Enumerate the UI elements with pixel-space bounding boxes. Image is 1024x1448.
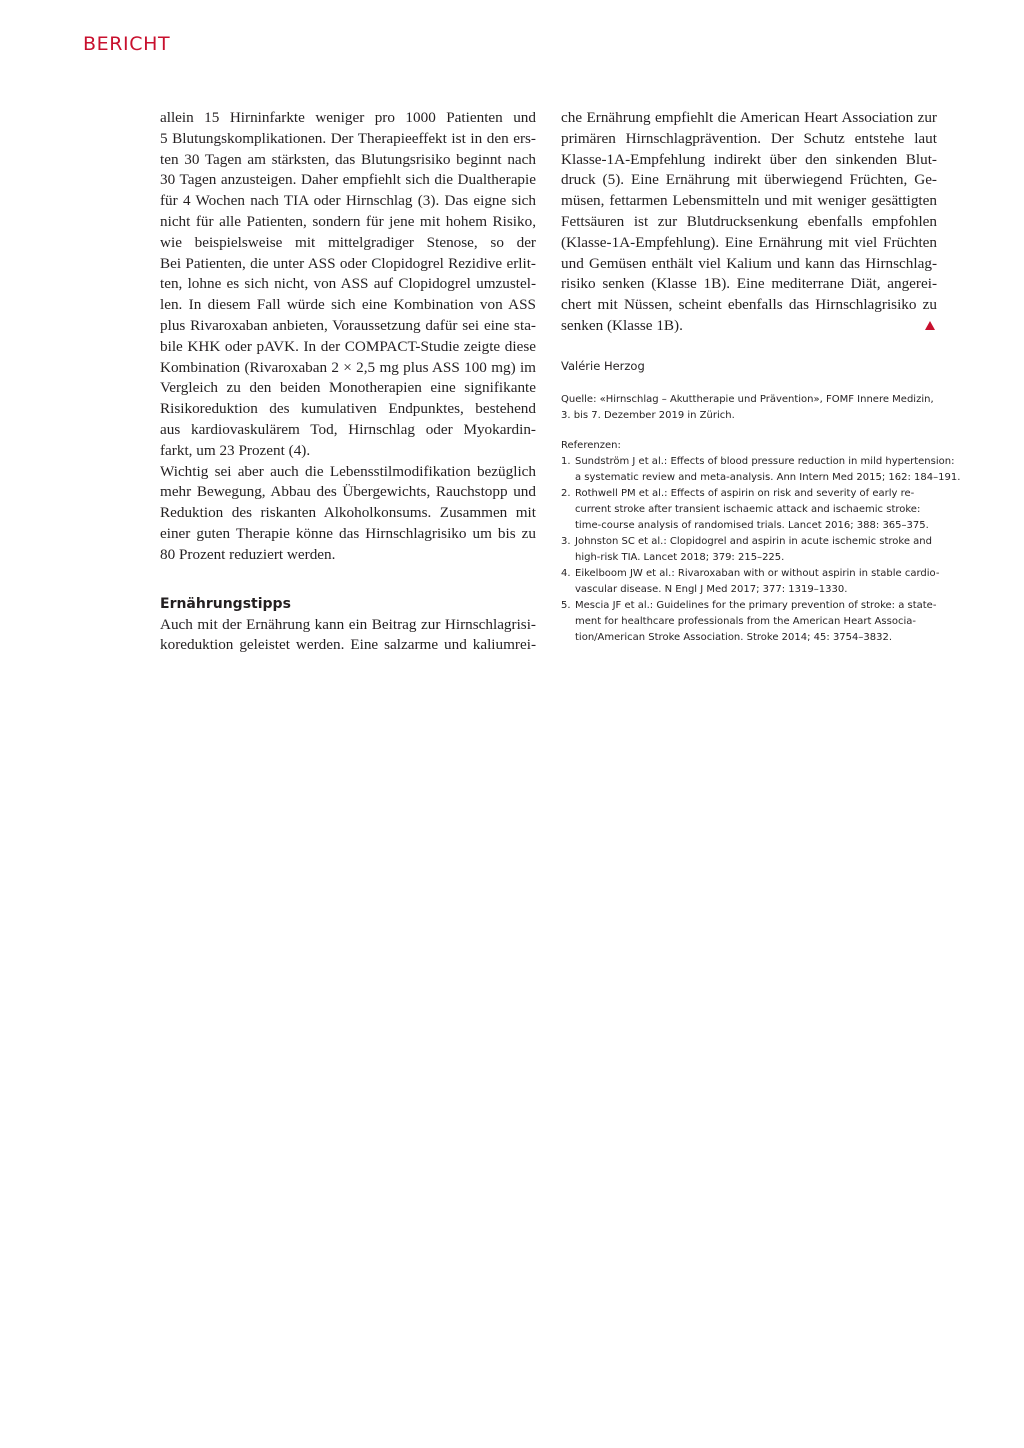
text-line: wie beispielsweise mit mittelgradiger Stenose, so der — [160, 233, 536, 251]
reference-line: Mescia JF et al.: Guidelines for the primary prevention of stroke: a state- — [575, 599, 937, 611]
text-line: bile KHK oder pAVK. In der COMPACT-Studie zeigte diese — [160, 337, 536, 355]
text-line: 80 Prozent reduziert werden. — [160, 545, 336, 563]
reference-line: vascular disease. N Engl J Med 2017; 377: 1319–1330. — [575, 583, 848, 595]
text-line: ten, lohne es sich nicht, von ASS auf Clopidogrel umzustel- — [160, 275, 536, 293]
text-line: Reduktion des riskanten Alkoholkonsums. Zusammen mit — [160, 504, 536, 522]
text-line: allein 15 Hirninfarkte weniger pro 1000 Patienten und — [160, 109, 536, 126]
text-line: Risikoreduktion des kumulativen Endpunktes, bestehend — [160, 400, 536, 418]
source-note — [561, 392, 937, 424]
text-line: druck (5). Eine Ernährung mit überwiegend Früchten, Ge- — [561, 171, 937, 189]
text-line: aus kardiovaskulärem Tod, Hirnschlag oder Myokardin- — [160, 420, 536, 438]
reference-line: current stroke after transient ischaemic attack and ischaemic stroke: — [575, 503, 921, 515]
text-line: che Ernährung empfiehlt die American Heart Association zur — [561, 109, 937, 126]
reference-line: ment for healthcare professionals from the American Heart Associa- — [575, 615, 916, 627]
text-line: primären Hirnschlagprävention. Der Schutz entstehe laut — [561, 129, 937, 147]
text-line: müsen, fettarmen Lebensmitteln und mit weniger gesättigten — [561, 192, 937, 210]
section-label: BERICHT — [83, 33, 171, 55]
triangle-up-icon — [925, 321, 935, 330]
reference-item — [561, 486, 937, 534]
text-line: Wichtig sei aber auch die Lebensstilmodifikation bezüglich — [160, 462, 536, 480]
reference-item — [561, 598, 937, 646]
text-line: Klasse-1A-Empfehlung indirekt über den sinkenden Blut- — [561, 150, 937, 168]
reference-number: 3. — [561, 535, 571, 547]
reference-number: 2. — [561, 487, 571, 499]
text-line: (Klasse-1A-Empfehlung). Eine Ernährung mit viel Früchten — [561, 233, 937, 251]
section-heading: Ernährungstipps — [160, 595, 291, 612]
text-line: Fettsäuren ist zur Blutdrucksenkung ebenfalls empfohlen — [561, 212, 937, 230]
source-line: 3. bis 7. Dezember 2019 in Zürich. — [561, 409, 735, 421]
reference-line: high-risk TIA. Lancet 2018; 379: 215–225. — [575, 551, 785, 563]
text-line: Auch mit der Ernährung kann ein Beitrag zur Hirnschlagrisi- — [160, 615, 536, 633]
reference-line: Sundström J et al.: Effects of blood pressure reduction in mild hypertension: — [575, 455, 955, 467]
reference-line: Johnston SC et al.: Clopidogrel and aspirin in acute ischemic stroke and — [575, 535, 932, 547]
reference-number: 4. — [561, 567, 571, 579]
paragraph-lifestyle — [160, 462, 536, 566]
text-line: koreduktion geleistet werden. Eine salzarme und kaliumrei- — [160, 636, 536, 654]
references-title: Referenzen: — [561, 439, 621, 451]
reference-line: tion/American Stroke Association. Stroke 2014; 45: 3754–3832. — [575, 631, 893, 643]
reference-item — [561, 566, 940, 598]
text-line: farkt, um 23 Prozent (4). — [160, 441, 311, 459]
text-line: plus Rivaroxaban anbieten, Voraussetzung dafür sei eine sta- — [160, 316, 536, 334]
left-column — [160, 108, 536, 656]
text-line: Bei Patienten, die unter ASS oder Clopidogrel Rezidive erlit- — [160, 254, 536, 272]
text-line-last — [561, 316, 937, 337]
reference-number: 5. — [561, 599, 571, 611]
reference-number: 1. — [561, 455, 571, 467]
text-line: mehr Bewegung, Abbau des Übergewichts, Rauchstopp und — [160, 483, 536, 501]
source-line: Quelle: «Hirnschlag – Akuttherapie und Prävention», FOMF Innere Medizin, — [561, 393, 934, 405]
reference-line: Eikelboom JW et al.: Rivaroxaban with or without aspirin in stable cardio- — [575, 567, 940, 579]
text-line: len. In diesem Fall würde sich eine Kombination von ASS — [160, 296, 536, 314]
text-line: Vergleich zu den beiden Monotherapien eine signifikante — [160, 379, 536, 397]
text-line: für 4 Wochen nach TIA oder Hirnschlag (3). Das eigne sich — [160, 192, 536, 210]
paragraph-therapy — [160, 108, 536, 462]
text-line: chert mit Nüssen, scheint ebenfalls das Hirnschlagrisiko zu — [561, 296, 937, 314]
reference-line: a systematic review and meta-analysis. Ann Intern Med 2015; 162: 184–191. — [575, 471, 961, 483]
paragraph-nutrition-continued — [561, 108, 937, 337]
paragraph-nutrition — [160, 615, 536, 657]
reference-item — [561, 454, 961, 486]
right-column — [561, 108, 961, 646]
text-line: nicht für alle Patienten, sondern für jene mit hohem Risiko, — [160, 212, 536, 230]
text-line: senken (Klasse 1B). — [561, 316, 683, 334]
text-line: Kombination (Rivaroxaban 2 × 2,5 mg plus ASS 100 mg) im — [160, 358, 536, 376]
text-line: 30 Tagen anzusteigen. Daher empfiehlt sich die Dualtherapie — [160, 171, 536, 189]
author-name: Valérie Herzog — [561, 358, 645, 373]
text-line: risiko senken (Klasse 1B). Eine mediterrane Diät, angerei- — [561, 275, 937, 293]
text-line: und Gemüsen enthält viel Kalium und kann das Hirnschlag- — [561, 254, 937, 272]
reference-line: time-course analysis of randomised trials. Lancet 2016; 388: 365–375. — [575, 519, 929, 531]
text-line: ten 30 Tagen am stärksten, das Blutungsrisiko beginnt nach — [160, 150, 536, 168]
reference-line: Rothwell PM et al.: Effects of aspirin on risk and severity of early re- — [575, 487, 915, 499]
reference-item — [561, 534, 937, 566]
text-line: einer guten Therapie könne das Hirnschlagrisiko um bis zu — [160, 524, 536, 542]
references-list — [561, 454, 961, 646]
text-line: 5 Blutungskomplikationen. Der Therapieeffekt ist in den ers- — [160, 129, 536, 147]
